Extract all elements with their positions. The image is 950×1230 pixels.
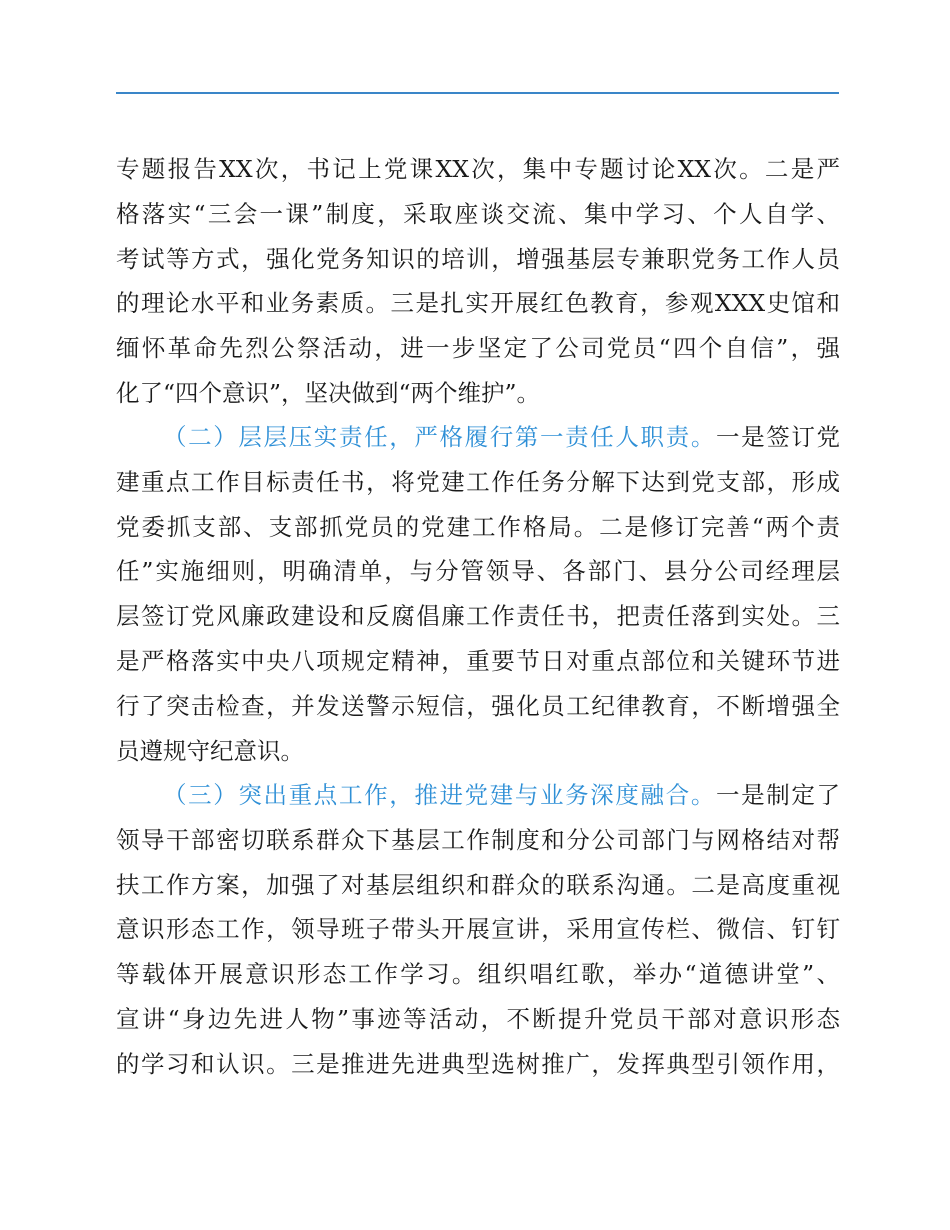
paragraph-first-line bbox=[116, 415, 840, 460]
paragraph-line: 员遵规守纪意识。 bbox=[116, 736, 304, 765]
paragraph-2 bbox=[116, 415, 840, 773]
paragraph-line: 行了突击检查，并发送警示短信，强化员工纪律教育，不断增强全 bbox=[116, 691, 840, 720]
paragraph-line: 考试等方式，强化党务知识的培训，增强基层专兼职党务工作人员 bbox=[116, 244, 840, 273]
paragraph-line: 格落实“三会一课”制度，采取座谈交流、集中学习、个人自学、 bbox=[116, 199, 840, 228]
paragraph-line: 专题报告XX次，书记上党课XX次，集中专题讨论XX次。二是严 bbox=[116, 155, 840, 183]
paragraph-line: 层签订党风廉政建设和反腐倡廉工作责任书，把责任落到实处。三 bbox=[116, 602, 840, 631]
paragraph-line: 领导干部密切联系群众下基层工作制度和分公司部门与网格结对帮 bbox=[116, 825, 840, 854]
paragraph-1 bbox=[116, 147, 840, 416]
paragraph-line: 是严格落实中央八项规定精神，重要节日对重点部位和关键环节进 bbox=[116, 646, 840, 675]
paragraph-3 bbox=[116, 773, 840, 1087]
paragraph-line: 党委抓支部、支部抓党员的党建工作格局。二是修订完善“两个责 bbox=[116, 512, 840, 541]
paragraph-line: 扶工作方案，加强了对基层组织和群众的联系沟通。二是高度重视 bbox=[116, 870, 840, 899]
paragraph-line: 任”实施细则，明确清单，与分管领导、各部门、县分公司经理层 bbox=[116, 557, 840, 586]
paragraph-line: 宣讲“身边先进人物”事迹等活动，不断提升党员干部对意识形态 bbox=[116, 1004, 840, 1033]
paragraph-line: 等载体开展意识形态工作学习。组织唱红歌，举办“道德讲堂”、 bbox=[116, 960, 840, 989]
section-heading-2: （二）层层压实责任，严格履行第一责任人职责。 bbox=[163, 423, 716, 451]
paragraph-line: 意识形态工作，领导班子带头开展宣讲，采用宣传栏、微信、钉钉 bbox=[116, 915, 840, 944]
paragraph-first-line bbox=[116, 773, 840, 818]
heading-trailing-text: 一是制定了 bbox=[715, 781, 840, 809]
paragraph-line: 的学习和认识。三是推进先进典型选树推广，发挥典型引领作用， bbox=[116, 1049, 840, 1078]
header-rule bbox=[116, 92, 839, 94]
paragraph-line: 缅怀革命先烈公祭活动，进一步坚定了公司党员“四个自信”，强 bbox=[116, 334, 840, 363]
heading-trailing-text: 一是签订党 bbox=[715, 423, 840, 451]
paragraph-line: 建重点工作目标责任书，将党建工作任务分解下达到党支部，形成 bbox=[116, 467, 840, 496]
paragraph-line: 的理论水平和业务素质。三是扎实开展红色教育，参观XXX史馆和 bbox=[116, 289, 840, 318]
section-heading-3: （三）突出重点工作，推进党建与业务深度融合。 bbox=[163, 781, 716, 809]
paragraph-line: 化了“四个意识”，坚决做到“两个维护”。 bbox=[116, 378, 541, 407]
